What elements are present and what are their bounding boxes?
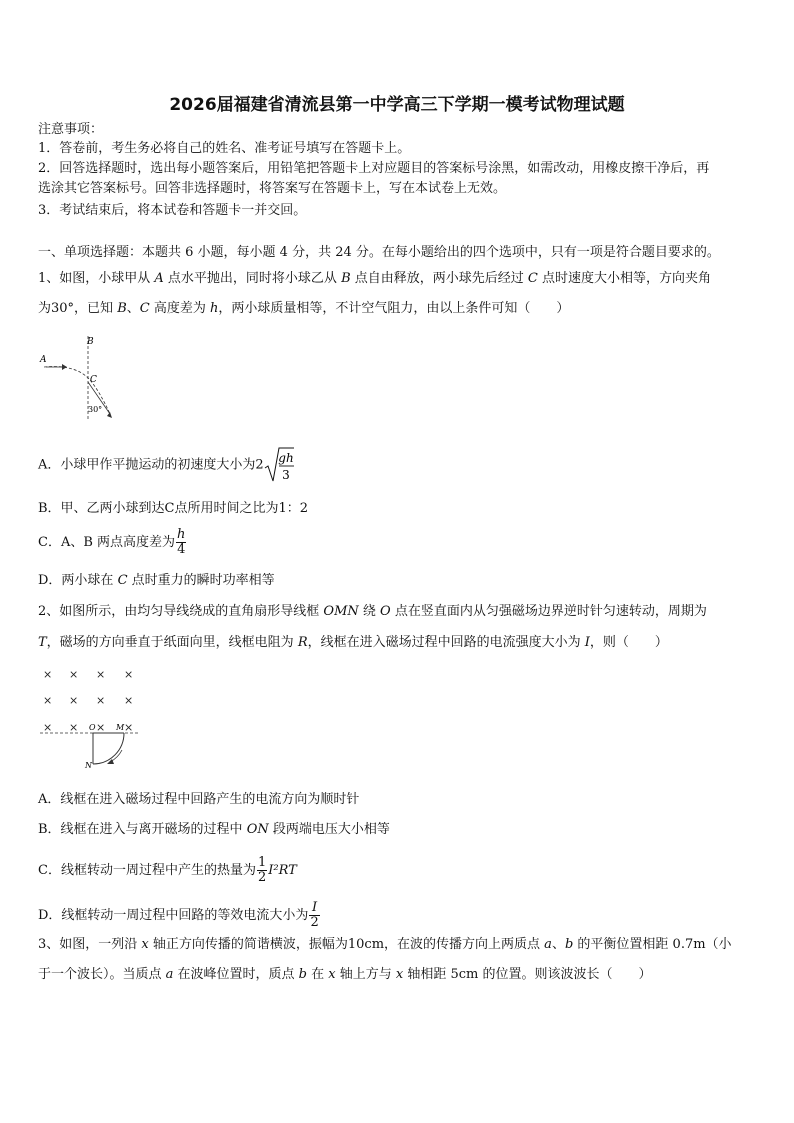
svg-text:×: × <box>124 721 134 734</box>
svg-text:×: × <box>69 668 79 681</box>
label-angle: 30° <box>88 405 103 414</box>
q2-option-a: A．线框在进入磁场过程中回路产生的电流方向为顺时针 <box>38 792 360 807</box>
notice-heading: 注意事项： <box>38 122 104 137</box>
label-o: O <box>89 723 96 732</box>
section-heading: 一、单项选择题：本题共 6 小题，每小题 4 分，共 24 分。在每小题给出的四个选项中，只有一项是符合题目要求的。 <box>38 245 720 260</box>
q2-option-d: D．线框转动一周过程中回路的等效电流大小为 $\frac{I}{2}$ <box>38 900 319 930</box>
svg-text:×: × <box>43 668 53 681</box>
q2-option-b: B．线框在进入与离开磁场的过程中 ON 段两端电压大小相等 <box>38 822 390 837</box>
notice-item-2: 2．回答选择题时，选出每小题答案后，用铅笔把答题卡上对应题目的答案标号涂黑，如需改动，用橡皮擦干净后，再 <box>38 161 710 176</box>
notice-item-1: 1．答卷前，考生务必将自己的姓名、准考证号填写在答题卡上。 <box>38 141 411 156</box>
q1-stem-line2: 为30°，已知 B、C 高度差为 h，两小球质量相等，不计空气阻力，由以上条件可知（ ） <box>38 301 570 316</box>
svg-text:×: × <box>96 721 106 734</box>
sqrt-sign-icon <box>264 446 294 484</box>
notice-item-3: 3．考试结束后，将本试卷和答题卡一并交回。 <box>38 203 307 218</box>
label-c: C <box>90 375 97 385</box>
q1-option-b: B．甲、乙两小球到达C点所用时间之比为1：2 <box>38 501 309 516</box>
svg-text:×: × <box>124 694 134 707</box>
q2-option-c: C．线框转动一周过程中产生的热量为 $\frac{1}{2}$ I²RT <box>38 855 297 885</box>
svg-text:×: × <box>96 668 106 681</box>
q1-option-a: A．小球甲作平抛运动的初速度大小为2 gh 3 <box>38 446 294 484</box>
q2-stem-line2: T，磁场的方向垂直于纸面向里，线框电阻为 R，线框在进入磁场过程中回路的电流强度大小为 I，则（ ） <box>38 635 668 650</box>
q1-option-d: D．两小球在 C 点时重力的瞬时功率相等 <box>38 573 275 588</box>
page-title: 2026届福建省清流县第一中学高三下学期一模考试物理试题 <box>169 95 625 115</box>
arc-mn <box>93 733 124 764</box>
q3-stem-line1: 3、如图，一列沿 x 轴正方向传播的简谐横波，振幅为10cm，在波的传播方向上两质点 a、b 的平衡位置相距 0.7m（小 <box>38 937 732 952</box>
svg-text:×: × <box>43 694 53 707</box>
q1-figure <box>36 332 126 424</box>
label-m: M <box>116 723 125 732</box>
svg-text:3: 3 <box>281 468 290 482</box>
label-a: A <box>40 355 47 365</box>
label-n: N <box>85 761 92 770</box>
svg-text:gh: gh <box>277 451 294 465</box>
q1-stem-line1: 1、如图，小球甲从 A 点水平抛出，同时将小球乙从 B 点自由释放，两小球先后经过 C 点时速度大小相等，方向夹角 <box>38 271 711 286</box>
q1-option-c: C．A、B 两点高度差为 $\frac{h}{4}$ <box>38 527 186 557</box>
svg-text:×: × <box>43 721 53 734</box>
svg-text:×: × <box>69 694 79 707</box>
svg-text:×: × <box>124 668 134 681</box>
svg-text:×: × <box>69 721 79 734</box>
label-b: B <box>87 337 94 347</box>
q2-stem-line1: 2、如图所示，由均匀导线绕成的直角扇形导线框 OMN 绕 O 点在竖直面内从匀强磁场边界逆时针匀速转动，周期为 <box>38 604 707 619</box>
q3-stem-line2: 于一个波长）。当质点 a 在波峰位置时，质点 b 在 x 轴上方与 x 轴相距 5cm 的位置。则该波波长（ ） <box>38 967 652 982</box>
q2-figure <box>36 660 146 772</box>
notice-item-2-cont: 选涂其它答案标号。回答非选择题时，将答案写在答题卡上，写在本试卷上无效。 <box>38 181 507 196</box>
svg-text:×: × <box>96 694 106 707</box>
